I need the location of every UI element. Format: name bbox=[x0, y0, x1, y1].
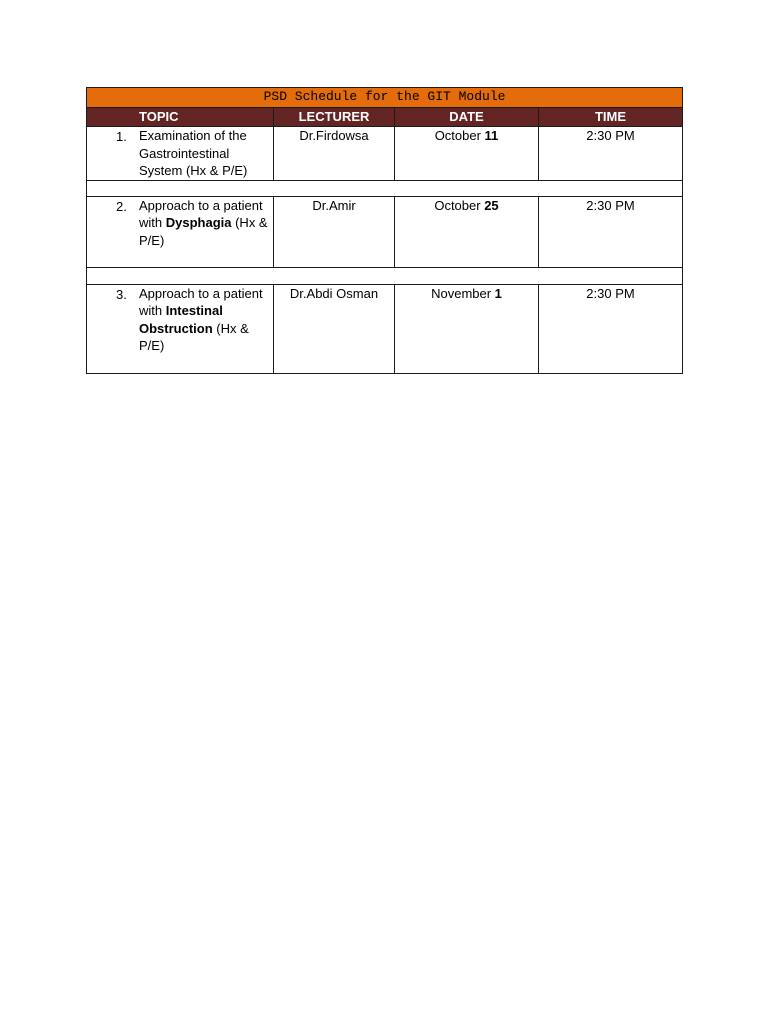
header-lecturer: LECTURER bbox=[274, 108, 395, 127]
lecturer-cell: Dr.Amir bbox=[274, 196, 395, 267]
row-number: 2. bbox=[116, 198, 127, 214]
date-cell bbox=[395, 284, 539, 373]
schedule-table bbox=[86, 87, 683, 374]
time-cell: 2:30 PM bbox=[539, 196, 683, 267]
date-month: October bbox=[434, 128, 485, 143]
date-cell bbox=[395, 127, 539, 181]
lecturer-cell: Dr.Firdowsa bbox=[274, 127, 395, 181]
date-day: 1 bbox=[494, 285, 502, 301]
time-cell: 2:30 PM bbox=[539, 127, 683, 181]
date-day: 25 bbox=[484, 197, 499, 213]
topic-cell bbox=[87, 196, 274, 267]
topic-bold-text: Intestinal Obstruction bbox=[139, 303, 223, 336]
table-row bbox=[87, 284, 683, 373]
date-cell bbox=[395, 196, 539, 267]
spacer-row bbox=[87, 267, 683, 284]
time-cell: 2:30 PM bbox=[539, 284, 683, 373]
spacer-row bbox=[87, 180, 683, 196]
spacer-cell bbox=[87, 180, 683, 196]
date-month: October bbox=[434, 197, 485, 213]
topic-bold-text: Dysphagia bbox=[165, 215, 232, 230]
header-date: DATE bbox=[395, 108, 539, 127]
date-day: 11 bbox=[484, 128, 499, 143]
spacer-cell bbox=[87, 267, 683, 284]
table-row bbox=[87, 196, 683, 267]
header-time: TIME bbox=[539, 108, 683, 127]
row-number: 1. bbox=[116, 129, 127, 144]
row-number: 3. bbox=[116, 286, 127, 302]
schedule-document bbox=[86, 87, 682, 374]
topic-text: Examination of the Gastrointestinal System (Hx & P/E) bbox=[139, 128, 248, 178]
title-row bbox=[87, 88, 683, 108]
topic-text: Approach to a patient with bbox=[139, 285, 263, 318]
topic-text-suffix: (Hx & P/E) bbox=[139, 320, 249, 353]
topic-text: Approach to a patient with bbox=[139, 197, 263, 230]
lecturer-cell: Dr.Abdi Osman bbox=[274, 284, 395, 373]
topic-text-suffix: (Hx & P/E) bbox=[139, 215, 268, 248]
table-row bbox=[87, 127, 683, 181]
schedule-title: PSD Schedule for the GIT Module bbox=[87, 88, 683, 108]
header-row bbox=[87, 108, 683, 127]
header-topic: TOPIC bbox=[87, 108, 274, 127]
date-month: November bbox=[431, 285, 495, 301]
topic-cell bbox=[87, 284, 274, 373]
topic-cell bbox=[87, 127, 274, 181]
